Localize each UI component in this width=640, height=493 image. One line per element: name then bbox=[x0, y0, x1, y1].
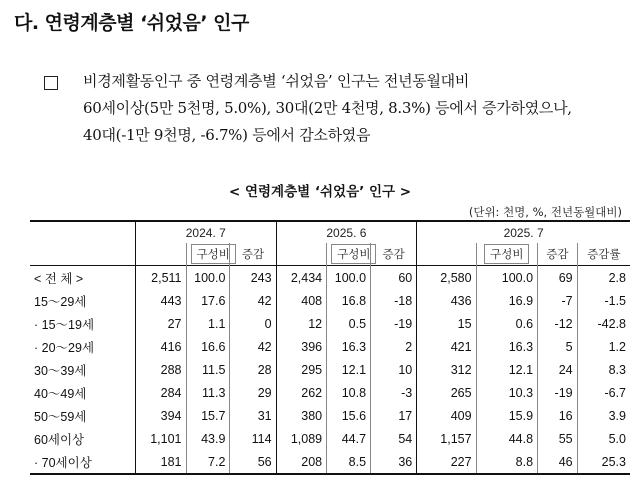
table-row bbox=[30, 427, 630, 450]
period-header-2: 2025. 6 bbox=[276, 221, 417, 243]
cell-change: 56 bbox=[230, 450, 276, 474]
cell-value: 27 bbox=[135, 312, 186, 335]
cell-change: 31 bbox=[230, 404, 276, 427]
cell-change: 36 bbox=[371, 450, 417, 474]
sub-header-composition bbox=[476, 243, 538, 266]
cell-value: 12 bbox=[276, 312, 327, 335]
composition-label: 구성비 bbox=[484, 244, 529, 264]
row-label: · 70세이상 bbox=[34, 455, 92, 470]
cell-value: 2,580 bbox=[417, 266, 476, 290]
cell-change: -19 bbox=[538, 381, 578, 404]
row-label: 30～39세 bbox=[34, 363, 87, 378]
cell-value: 262 bbox=[276, 381, 327, 404]
cell-change: -12 bbox=[538, 312, 578, 335]
cell-value: 443 bbox=[135, 289, 186, 312]
cell-change: 24 bbox=[538, 358, 578, 381]
cell-value: 2,434 bbox=[276, 266, 327, 290]
cell-composition: 0.6 bbox=[476, 312, 538, 335]
cell-change: 17 bbox=[371, 404, 417, 427]
row-label: · 15～19세 bbox=[34, 317, 95, 332]
rest-population-table bbox=[30, 220, 630, 475]
table-row bbox=[30, 335, 630, 358]
cell-composition: 16.9 bbox=[476, 289, 538, 312]
cell-value: 408 bbox=[276, 289, 327, 312]
cell-composition: 16.6 bbox=[186, 335, 230, 358]
cell-change: -18 bbox=[371, 289, 417, 312]
cell-change: 42 bbox=[230, 335, 276, 358]
cell-composition: 15.6 bbox=[327, 404, 371, 427]
cell-composition: 12.1 bbox=[476, 358, 538, 381]
cell-composition: 100.0 bbox=[327, 266, 371, 290]
cell-composition: 43.9 bbox=[186, 427, 230, 450]
cell-value: 409 bbox=[417, 404, 476, 427]
cell-value: 2,511 bbox=[135, 266, 186, 290]
cell-change: 2 bbox=[371, 335, 417, 358]
cell-value: 380 bbox=[276, 404, 327, 427]
period-header-3: 2025. 7 bbox=[417, 221, 630, 243]
cell-composition: 11.3 bbox=[186, 381, 230, 404]
cell-value: 1,089 bbox=[276, 427, 327, 450]
table-title: < 연령계층별 ‘쉬었음’ 인구 > bbox=[228, 184, 412, 200]
cell-change: -7 bbox=[538, 289, 578, 312]
cell-composition: 0.5 bbox=[327, 312, 371, 335]
cell-composition: 1.1 bbox=[186, 312, 230, 335]
composition-label: 구성비 bbox=[331, 244, 376, 264]
row-label: · 20～29세 bbox=[34, 340, 95, 355]
cell-value: 227 bbox=[417, 450, 476, 474]
cell-change: -19 bbox=[371, 312, 417, 335]
cell-change-rate: 1.2 bbox=[577, 335, 630, 358]
sub-header-composition bbox=[327, 243, 371, 266]
row-label: < 전 체 > bbox=[34, 271, 84, 286]
header-row-sub bbox=[30, 243, 630, 266]
row-label: 40～49세 bbox=[34, 386, 87, 401]
cell-change-rate: -42.8 bbox=[577, 312, 630, 335]
cell-value: 416 bbox=[135, 335, 186, 358]
cell-change: 114 bbox=[230, 427, 276, 450]
sub-header-blank bbox=[276, 243, 327, 266]
summary-paragraph bbox=[83, 68, 635, 149]
unit-note: (단위: 천명, %, 전년동월대비) bbox=[468, 205, 622, 219]
cell-change: 10 bbox=[371, 358, 417, 381]
cell-composition: 16.3 bbox=[327, 335, 371, 358]
cell-change: 243 bbox=[230, 266, 276, 290]
cell-change: 55 bbox=[538, 427, 578, 450]
cell-composition: 10.8 bbox=[327, 381, 371, 404]
cell-composition: 100.0 bbox=[476, 266, 538, 290]
section-heading: 다. 연령계층별 ‘쉬었음’ 인구 bbox=[14, 12, 249, 34]
cell-composition: 7.2 bbox=[186, 450, 230, 474]
sub-header-change-rate: 증감률 bbox=[577, 243, 630, 266]
cell-change-rate: -6.7 bbox=[577, 381, 630, 404]
cell-composition: 100.0 bbox=[186, 266, 230, 290]
cell-value: 436 bbox=[417, 289, 476, 312]
cell-value: 1,101 bbox=[135, 427, 186, 450]
cell-composition: 15.7 bbox=[186, 404, 230, 427]
cell-change: 42 bbox=[230, 289, 276, 312]
cell-change: 69 bbox=[538, 266, 578, 290]
cell-value: 284 bbox=[135, 381, 186, 404]
cell-change: 29 bbox=[230, 381, 276, 404]
cell-change-rate: 25.3 bbox=[577, 450, 630, 474]
cell-change-rate: 8.3 bbox=[577, 358, 630, 381]
period-header-1: 2024. 7 bbox=[135, 221, 276, 243]
cell-value: 394 bbox=[135, 404, 186, 427]
summary-line-3: 40대(-1만 9천명, -6.7%) 등에서 감소하였음 bbox=[83, 126, 371, 144]
cell-change: 60 bbox=[371, 266, 417, 290]
summary-line-2: 60세이상(5만 5천명, 5.0%), 30대(2만 4천명, 8.3%) 등에서 증가하였으나, bbox=[83, 99, 572, 117]
sub-header-change: 증감 bbox=[371, 243, 417, 266]
cell-composition: 15.9 bbox=[476, 404, 538, 427]
table-row bbox=[30, 358, 630, 381]
cell-composition: 8.8 bbox=[476, 450, 538, 474]
cell-composition: 17.6 bbox=[186, 289, 230, 312]
cell-value: 265 bbox=[417, 381, 476, 404]
cell-composition: 12.1 bbox=[327, 358, 371, 381]
row-label: 60세이상 bbox=[34, 432, 85, 447]
cell-change: 28 bbox=[230, 358, 276, 381]
header-corner bbox=[30, 221, 135, 243]
sub-header-change: 증감 bbox=[230, 243, 276, 266]
header-row-periods bbox=[30, 221, 630, 243]
cell-change: 5 bbox=[538, 335, 578, 358]
cell-composition: 10.3 bbox=[476, 381, 538, 404]
cell-composition: 16.3 bbox=[476, 335, 538, 358]
cell-change: 16 bbox=[538, 404, 578, 427]
table-row bbox=[30, 312, 630, 335]
cell-value: 208 bbox=[276, 450, 327, 474]
cell-value: 312 bbox=[417, 358, 476, 381]
summary-line-1: 비경제활동인구 중 연령계층별 ‘쉬었음’ 인구는 전년동월대비 bbox=[83, 72, 470, 90]
cell-composition: 44.7 bbox=[327, 427, 371, 450]
sub-header-composition bbox=[186, 243, 230, 266]
cell-value: 181 bbox=[135, 450, 186, 474]
cell-change: 46 bbox=[538, 450, 578, 474]
cell-value: 421 bbox=[417, 335, 476, 358]
cell-composition: 11.5 bbox=[186, 358, 230, 381]
cell-change: -3 bbox=[371, 381, 417, 404]
row-label: 50～59세 bbox=[34, 409, 87, 424]
cell-change: 0 bbox=[230, 312, 276, 335]
cell-value: 288 bbox=[135, 358, 186, 381]
composition-label: 구성비 bbox=[191, 244, 236, 264]
cell-composition: 44.8 bbox=[476, 427, 538, 450]
sub-header-blank bbox=[417, 243, 476, 266]
cell-change-rate: -1.5 bbox=[577, 289, 630, 312]
cell-change-rate: 2.8 bbox=[577, 266, 630, 290]
cell-composition: 8.5 bbox=[327, 450, 371, 474]
table-row bbox=[30, 289, 630, 312]
cell-value: 396 bbox=[276, 335, 327, 358]
bullet-square-icon bbox=[44, 76, 58, 90]
table-row bbox=[30, 404, 630, 427]
cell-composition: 16.8 bbox=[327, 289, 371, 312]
table-row bbox=[30, 450, 630, 474]
header-corner-sub bbox=[30, 243, 135, 266]
cell-change: 54 bbox=[371, 427, 417, 450]
table-row bbox=[30, 266, 630, 290]
table-row bbox=[30, 381, 630, 404]
cell-value: 15 bbox=[417, 312, 476, 335]
row-label: 15～29세 bbox=[34, 294, 87, 309]
sub-header-change: 증감 bbox=[538, 243, 578, 266]
cell-change-rate: 5.0 bbox=[577, 427, 630, 450]
cell-value: 295 bbox=[276, 358, 327, 381]
sub-header-blank bbox=[135, 243, 186, 266]
cell-change-rate: 3.9 bbox=[577, 404, 630, 427]
cell-value: 1,157 bbox=[417, 427, 476, 450]
